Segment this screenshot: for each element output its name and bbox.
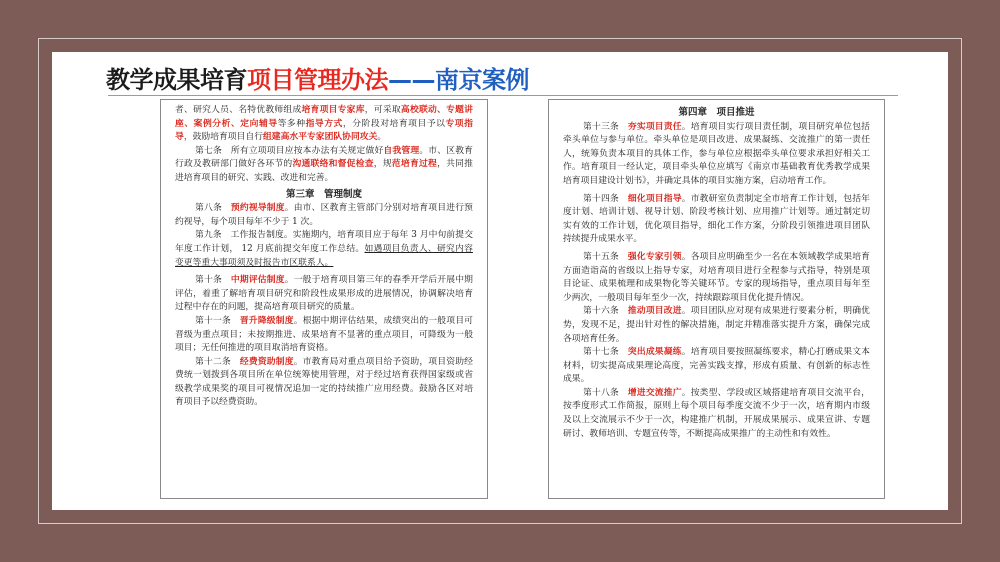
title-divider [108, 95, 898, 96]
article-8: 第八条 预约视导制度。由市、区教育主管部门分别对培育项目进行预约视导，每个项目每年不少于 1 次。 [175, 203, 473, 227]
document-page-left [160, 99, 488, 499]
chapter-heading: 第四章 项目推进 [678, 107, 755, 118]
document-page-right [548, 99, 885, 499]
article-16: 第十六条 推动项目改进。项目团队应对现有成果进行要素分析，明确优势，发现不足，提出针对性的解决措施，制定并精准落实提升方案，确保完成各项培育任务。 [563, 306, 870, 344]
slide [52, 52, 948, 510]
paragraph: 者、研究人员、名特优教师组成培育项目专家库，可采取高校联动、专题讲座、案例分析、定向辅导等多种指导方式，分阶段对培育项目予以专项指导，鼓励培育项目自行组建高水平专家团队协同攻关。 [175, 105, 473, 143]
article-10: 第十条 中期评估制度。一般于培育项目第三年的春季开学后开展中期评估，着重了解培育项目研究和阶段性成果形成的进展情况，协调解决培育过程中存在的问题，提高培育项目研究的质量。 [175, 275, 473, 313]
article-11: 第十一条 晋升降级制度。根据中期评估结果，成绩突出的一般项目可晋级为重点项目；未按期推进、成果培育不显著的重点项目，可降级为一般项目；无任何推进的项目取消培育资格。 [175, 315, 473, 354]
article-7: 第七条 所有立项项目应按本办法有关规定做好自我管理。市、区教育行政及教研部门做好各环节的沟通联络和督促检查，规范培育过程，共同推进培育项目的研究、实践、改进和完善。 [175, 145, 473, 183]
title-part-1: 教学成果培育 [106, 66, 247, 94]
title-part-3: ——南京案例 [388, 66, 529, 94]
article-13: 第十三条 夯实项目责任。培育项目实行项目责任制，项目研究单位包括牵头单位与参与单位。牵头单位是项目改进、成果凝练、交流推广的第一责任人，统筹负责本项目的具体工作，参与单位应根据牵头单位要求承担好相关工作。培育项目一经认定，项目牵头单位应填写《南京市基础教育优秀教学成果培育项目建设计划书》，并确定具体的项目实施方案，启动培育工作。 [563, 121, 870, 186]
article-12: 第十二条 经费资助制度。市教育局对重点项目给予资助，项目资助经费统一划拨到各项目所在单位统筹使用管理，对于经过培育获得国家级或省级教学成果奖的项目可视情况追加一定的持续推广应用经费。鼓励各区对培育项目予以经费资助。 [175, 356, 473, 408]
slide-title [106, 60, 529, 95]
article-14: 第十四条 细化项目指导。市教研室负责制定全市培育工作计划，包括年度计划、培训计划、视导计划、阶段考核计划、应用推广计划等。通过制定切实有效的工作计划，优化项目指导，细化工作方案，分阶段引领推进项目团队持续提升成果水平。 [563, 193, 870, 245]
article-18: 第十八条 增进交流推广。按类型、学段或区域搭建培育项目交流平台，按季度形式工作简报，原则上每个项目每季度交流不少于一次，培育期内市级及以上交流展示不少于一次，构建推广机制，开展成果展示、成果宣讲、专题研讨、教师培训、专题宣传等，不断提高成果推广的主动性和有效性。 [563, 387, 870, 439]
chapter-heading: 第三章 管理制度 [285, 188, 362, 200]
title-part-2: 项目管理办法 [247, 66, 388, 94]
article-17: 第十七条 突出成果凝练。培育项目要按照凝练要求，精心打磨成果文本材料，切实提高成果理论高度，完善实践支撑，形成有质量、有创新的标志性成果。 [563, 347, 870, 385]
article-9: 第九条 工作报告制度。实施期内，培育项目应于每年 3 月中旬前提交年度工作计划， 12 月底前提交年度工作总结。如遇项目负责人、研究内容变更等重大事项须及时报告市区联系人。 [175, 230, 473, 268]
article-15: 第十五条 强化专家引领。各项目应明确至少一名在本领域教学成果培育方面造诣高的省级以上指导专家，对培育项目进行全程参与式指导，特别是项目论证、成果梳理和成果物化等关键环节。专家的现场指导，重点项目每年至少两次，一般项目每年至少一次，持续跟踪项目优化提升情况。 [563, 251, 870, 303]
